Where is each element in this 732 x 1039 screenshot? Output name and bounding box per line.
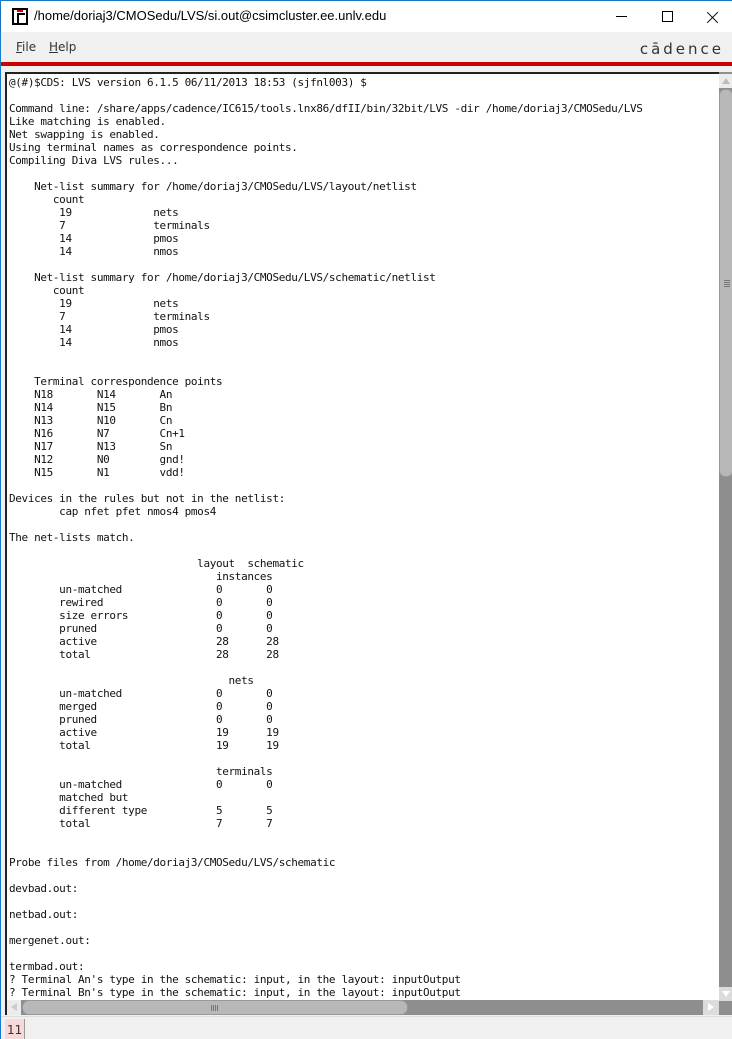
log-line: count: [9, 284, 85, 297]
log-content: [9, 76, 643, 1012]
log-line: cap nfet pfet nmos4 pmos4: [9, 505, 216, 518]
log-line: N13 N10 Cn: [9, 414, 173, 427]
log-line: N15 N1 vdd!: [9, 466, 185, 479]
minimize-icon: [616, 16, 627, 17]
log-line: pruned 0 0: [9, 713, 273, 726]
window-title: /home/doriaj3/CMOSedu/LVS/si.out@csimcluster.ee.unlv.edu: [34, 8, 387, 23]
line-count-badge: 11: [5, 1019, 25, 1039]
maximize-icon: [662, 11, 673, 22]
horizontal-scroll-thumb[interactable]: [22, 1000, 408, 1015]
log-line: 7 terminals: [9, 219, 210, 232]
log-line: [9, 167, 643, 180]
log-line: [9, 921, 643, 934]
log-line: pruned 0 0: [9, 622, 273, 635]
menu-help-mnemonic: H: [49, 40, 59, 54]
log-line: [9, 752, 643, 765]
log-line: N12 N0 gnd!: [9, 453, 185, 466]
log-line: 14 pmos: [9, 232, 179, 245]
log-line: terminals: [9, 765, 273, 778]
log-line: [9, 544, 643, 557]
scroll-up-arrow-icon[interactable]: [719, 74, 732, 88]
log-line: different type 5 5: [9, 804, 273, 817]
log-line: nets: [9, 674, 254, 687]
cadence-app-icon: [12, 8, 28, 25]
log-line: Terminal correspondence points: [9, 375, 223, 388]
horizontal-scrollbar[interactable]: [7, 1000, 719, 1015]
scroll-right-arrow-icon[interactable]: [703, 1000, 719, 1015]
accent-divider: [1, 62, 732, 66]
log-line: un-matched 0 0: [9, 687, 273, 700]
cadence-logo: cādence: [639, 40, 724, 58]
title-bar[interactable]: [1, 1, 732, 32]
log-line: merged 0 0: [9, 700, 273, 713]
menu-file-mnemonic: F: [16, 40, 23, 54]
log-line: 19 nets: [9, 297, 179, 310]
log-line: matched but: [9, 791, 129, 804]
log-line: termbad.out:: [9, 960, 85, 973]
log-line: netbad.out:: [9, 908, 78, 921]
log-line: active 19 19: [9, 726, 279, 739]
log-line: [9, 258, 643, 271]
menu-file[interactable]: [16, 40, 36, 54]
log-line: [9, 843, 643, 856]
log-line: [9, 518, 643, 531]
log-line: [9, 830, 643, 843]
log-line: ? Terminal Bn's type in the schematic: input, in the layout: inputOutput: [9, 986, 461, 999]
log-line: count: [9, 193, 85, 206]
log-line: Net-list summary for /home/doriaj3/CMOSedu/LVS/schematic/netlist: [9, 271, 436, 284]
log-line: [9, 869, 643, 882]
log-line: 7 terminals: [9, 310, 210, 323]
log-line: Using terminal names as correspondence points.: [9, 141, 298, 154]
log-line: Command line: /share/apps/cadence/IC615/tools.lnx86/dfII/bin/32bit/LVS -dir /home/doriaj3/CMOSedu/LVS: [9, 102, 643, 115]
log-text-area[interactable]: [5, 72, 732, 1015]
status-bar: [1, 1016, 732, 1039]
log-line: Probe files from /home/doriaj3/CMOSedu/LVS/schematic: [9, 856, 336, 869]
log-line: Net swapping is enabled.: [9, 128, 160, 141]
scroll-left-arrow-icon[interactable]: [7, 1000, 21, 1015]
log-line: total 19 19: [9, 739, 279, 752]
log-line: [9, 661, 643, 674]
log-line: [9, 479, 643, 492]
log-line: 14 nmos: [9, 336, 179, 349]
close-button[interactable]: [690, 1, 732, 32]
close-icon: [707, 11, 719, 23]
menu-file-label: ile: [22, 40, 37, 54]
log-line: N14 N15 Bn: [9, 401, 173, 414]
scroll-down-arrow-icon[interactable]: [719, 987, 732, 1001]
log-line: layout schematic: [9, 557, 304, 570]
log-line: ? Terminal An's type in the schematic: input, in the layout: inputOutput: [9, 973, 461, 986]
maximize-button[interactable]: [644, 1, 690, 32]
log-line: size errors 0 0: [9, 609, 273, 622]
vertical-scroll-thumb[interactable]: [719, 89, 732, 477]
grip-icon: [211, 1005, 219, 1011]
log-line: Compiling Diva LVS rules...: [9, 154, 179, 167]
log-line: [9, 89, 643, 102]
menu-help-label: elp: [58, 40, 77, 54]
log-line: 19 nets: [9, 206, 179, 219]
menu-help[interactable]: [49, 40, 76, 54]
log-line: [9, 362, 643, 375]
log-line: mergenet.out:: [9, 934, 91, 947]
grip-icon: [724, 280, 730, 288]
log-line: @(#)$CDS: LVS version 6.1.5 06/11/2013 18:53 (sjfnl003) $: [9, 76, 367, 89]
menu-bar: [1, 32, 732, 62]
log-line: Like matching is enabled.: [9, 115, 166, 128]
log-line: Devices in the rules but not in the netlist:: [9, 492, 285, 505]
log-line: total 28 28: [9, 648, 279, 661]
log-line: 14 pmos: [9, 323, 179, 336]
log-line: N17 N13 Sn: [9, 440, 173, 453]
log-line: Net-list summary for /home/doriaj3/CMOSedu/LVS/layout/netlist: [9, 180, 417, 193]
log-line: devbad.out:: [9, 882, 78, 895]
vertical-scrollbar[interactable]: [719, 72, 732, 1015]
log-line: un-matched 0 0: [9, 583, 273, 596]
minimize-button[interactable]: [598, 1, 644, 32]
log-line: un-matched 0 0: [9, 778, 273, 791]
log-line: [9, 895, 643, 908]
log-line: N18 N14 An: [9, 388, 173, 401]
log-line: instances: [9, 570, 273, 583]
log-line: 14 nmos: [9, 245, 179, 258]
log-line: [9, 947, 643, 960]
log-line: total 7 7: [9, 817, 273, 830]
log-line: active 28 28: [9, 635, 279, 648]
log-line: N16 N7 Cn+1: [9, 427, 185, 440]
log-line: rewired 0 0: [9, 596, 273, 609]
log-line: The net-lists match.: [9, 531, 135, 544]
log-line: [9, 349, 643, 362]
